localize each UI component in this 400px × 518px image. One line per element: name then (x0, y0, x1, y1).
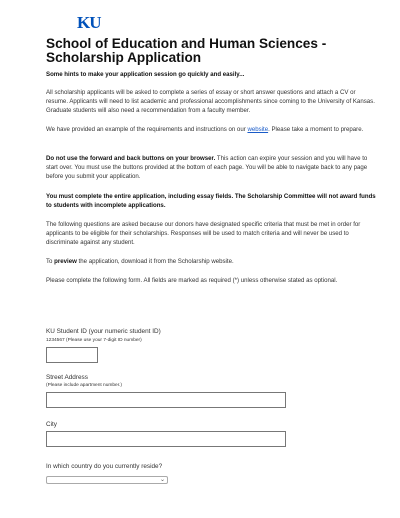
hints-heading: Some hints to make your application session go quickly and easily... (46, 71, 245, 78)
street-address-help: (Please include apartment number.) (46, 383, 122, 388)
street-address-label: Street Address (46, 374, 88, 381)
preview-paragraph: To preview the application, download it from the Scholarship website. (46, 258, 234, 265)
page-title: School of Education and Human Sciences - Scholarship Application (46, 36, 327, 65)
city-label: City (46, 421, 58, 428)
browser-warning-paragraph: Do not use the forward and back buttons on your browser. This action can expire your session and you will have to start over. You must use the buttons provided at the bottom of each page. You will be able to navigate back to any page before you submit your application. (46, 155, 368, 181)
required-note: Please complete the following form. All fields are marked as required (*) unless otherwise stated as optional. (46, 277, 338, 284)
criteria-paragraph: The following questions are asked because our donors have designated specific criteria that must be met in order for applicants to be eligible for their scholarships. Responses will be used to match criteria and will never be used to discriminate against any student. (46, 221, 361, 247)
browser-warning-bold: Do not use the forward and back buttons on your browser. (46, 155, 216, 162)
country-select[interactable] (46, 476, 168, 484)
website-paragraph: We have provided an example of the requirements and instructions on our website. Please take a moment to prepare. (46, 126, 364, 133)
student-id-input[interactable] (46, 347, 98, 363)
chevron-down-icon: ⌄ (159, 477, 165, 483)
student-id-help: 1234567 (Please use your 7-digit ID number) (46, 338, 142, 343)
intro-paragraph: All scholarship applicants will be asked to complete a series of essay or short answer questions and attach a CV or resume. Applicants will need to list academic and professional accomplishments since coming to the University of Kansas. Graduate students will also need a recommendation from a faculty member. (46, 89, 375, 115)
website-link[interactable]: website (247, 126, 269, 133)
street-address-input[interactable] (46, 392, 286, 408)
country-label: In which country do you currently reside? (46, 463, 163, 470)
ku-logo: KU (77, 13, 101, 32)
student-id-label: KU Student ID (your numeric student ID) (46, 328, 161, 335)
complete-warning-paragraph: You must complete the entire application, including essay fields. The Scholarship Committee will not award funds to students with incomplete applications. (46, 193, 376, 210)
city-input[interactable] (46, 431, 286, 447)
